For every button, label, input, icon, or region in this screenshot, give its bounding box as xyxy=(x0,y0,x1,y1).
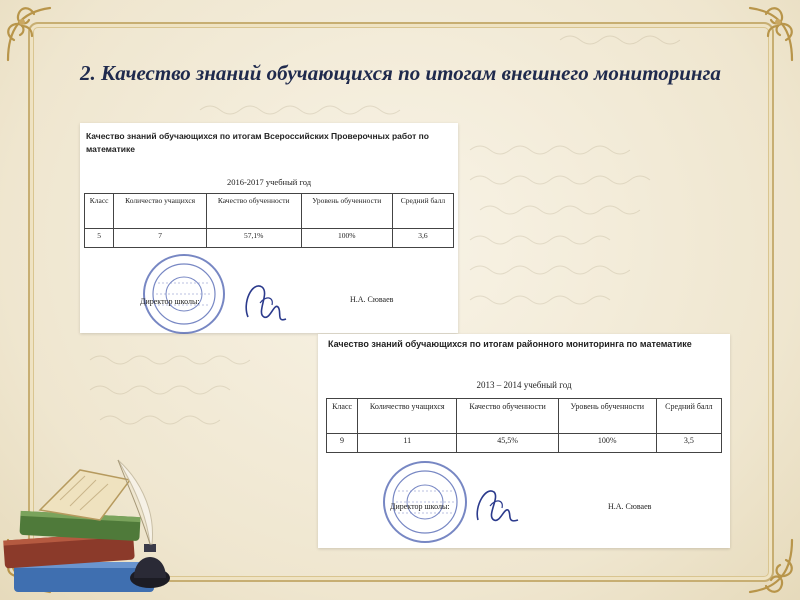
scanned-document-vpr xyxy=(80,123,458,333)
signature-icon xyxy=(238,273,292,329)
table-header-row xyxy=(327,399,722,434)
slide-title: 2. Качество знаний обучающихся по итогам внешнего мониторинга xyxy=(80,61,721,85)
column-header: Средний балл xyxy=(656,399,721,434)
director-label: Директор школы: xyxy=(140,297,200,306)
stamp-seal-icon xyxy=(142,253,226,335)
table-cell: 3,6 xyxy=(392,229,453,248)
document-heading: Качество знаний обучающихся по итогам Всероссийских Проверочных работ по математике xyxy=(86,131,429,154)
table-cell: 3,5 xyxy=(656,434,721,453)
table-cell: 7 xyxy=(114,229,207,248)
results-table xyxy=(326,398,722,453)
director-name: Н.А. Сюваев xyxy=(350,295,394,304)
table-row xyxy=(85,229,454,248)
table-cell: 45,5% xyxy=(457,434,558,453)
column-header: Уровень обученности xyxy=(558,399,656,434)
column-header: Качество обученности xyxy=(206,194,301,229)
table-cell: 57,1% xyxy=(206,229,301,248)
ornament-corner-icon xyxy=(0,0,70,70)
school-year: 2016-2017 учебный год xyxy=(226,177,312,187)
scanned-document-district xyxy=(318,334,730,548)
column-header: Количество учащихся xyxy=(358,399,457,434)
director-label: Директор школы: xyxy=(390,502,450,511)
signature-icon xyxy=(470,480,524,530)
ornament-corner-icon xyxy=(730,530,800,600)
table-cell: 9 xyxy=(327,434,358,453)
column-header: Класс xyxy=(85,194,114,229)
results-table xyxy=(84,193,454,248)
column-header: Качество обученности xyxy=(457,399,558,434)
school-year: 2013 – 2014 учебный год xyxy=(476,380,572,390)
column-header: Уровень обученности xyxy=(301,194,392,229)
table-row xyxy=(327,434,722,453)
column-header: Средний балл xyxy=(392,194,453,229)
column-header: Класс xyxy=(327,399,358,434)
document-heading: Качество знаний обучающихся по итогам районного мониторинга по математике xyxy=(328,339,692,349)
table-cell: 5 xyxy=(85,229,114,248)
table-cell: 11 xyxy=(358,434,457,453)
table-cell: 100% xyxy=(301,229,392,248)
books-quill-icon xyxy=(0,440,190,600)
table-header-row xyxy=(85,194,454,229)
table-cell: 100% xyxy=(558,434,656,453)
director-name: Н.А. Сюваев xyxy=(608,502,652,511)
column-header: Количество учащихся xyxy=(114,194,207,229)
